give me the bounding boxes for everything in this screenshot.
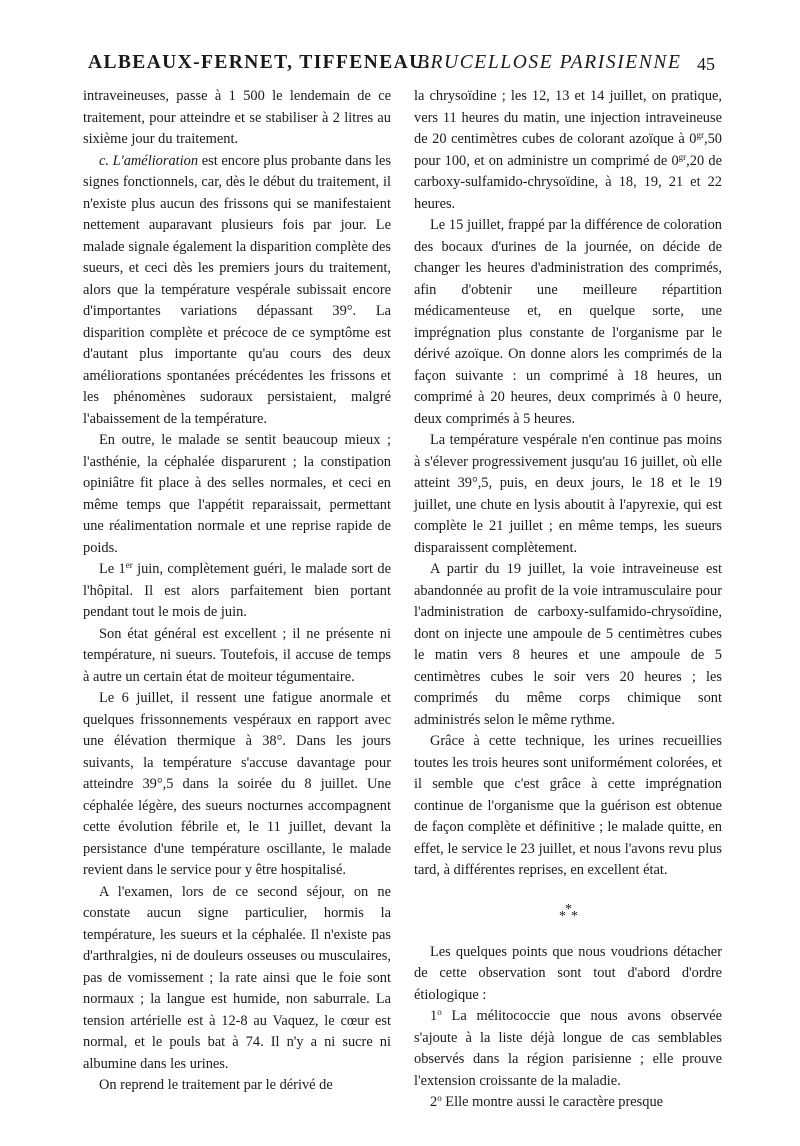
paragraph: Grâce à cette technique, les urines recueillies toutes les trois heures sont uniformément colorées, et il semble que c'est grâce à cette imprégnation continue de l'organisme que la guérison est obtenue de façon complète et définitive ; le malade quitte, en effet, le service le 23 juillet, et nous l'avons revu plus tard, à différentes reprises, en excellent état. (414, 733, 722, 878)
paragraph: La température vespérale n'en continue pas moins à s'élever progressivement jusqu'au 16 juillet, où elle atteint 39°,5, puis, en deux jours, le 18 et le 19 juillet, une chute en lysis aboutit à l'apyrexie, qui est complète le 21 juillet ; en même temps, les sueurs disparaissent complètement. (414, 432, 722, 556)
paragraph: Les quelques points que nous voudrions détacher de cette observation sont tout d'abord d'ordre étiologique : (414, 943, 722, 1003)
paragraph: intraveineuses, passe à 1 500 le lendemain de ce traitement, pour atteindre et se stabiliser à 2 litres au sixième jour du traitement. (83, 88, 391, 147)
paragraph: On reprend le traitement par le dérivé de (99, 1077, 333, 1093)
paragraph: c. L'amélioration est encore plus probante dans les signes fonctionnels, car, dès le début du traitement, il n'existe plus aucun des frissons qui se manifestaient nettement auparavant plusieurs fois par jour. Le malade signale également la disparition complète des sueurs, et ceci dès les premiers jours du traitement, alors que la température vespérale subissait encore d'importantes variations dépassant 39°. La disparition complète et précoce de ce symptôme est d'autant plus importante qu'au cours des deux améliorations spontanées précédentes les frissons et les phénomènes sudoraux persistaient, malgré l'abaissement de la température. (83, 152, 392, 427)
left-column (83, 86, 391, 1097)
paragraph: la chrysoïdine ; les 12, 13 et 14 juillet, on pratique, vers 11 heures du matin, une injection intraveineuse de 20 centimètres cubes de colorant azoïque à $0^{gr},50$ pour 100, et on administre un comprimé de $0^{gr},20$ de carboxy-sulfamido-chrysoïdine, à 18, 19, 21 et 22 heures. (414, 88, 722, 212)
paragraph: A partir du 19 juillet, la voie intraveineuse est abandonnée au profit de la voie intramusculaire pour l'administration de carboxy-sulfamido-chrysoïdine, dont on injecte une ampoule de 5 centimètres cubes le matin vers 8 heures et une ampoule de 5 centimètres cubes le soir vers 20 heures ; les comprimés du même corps chimique sont administrés selon le même rythme. (414, 561, 722, 728)
page-number: 45 (697, 54, 715, 74)
header-journal-title: BRUCELLOSE PARISIENNE (417, 52, 682, 73)
paragraph: A l'examen, lors de ce second séjour, on ne constate aucun signe particulier, hormis la température, les sueurs et la céphalée. Il n'existe pas d'arthralgies, ni de douleurs osseuses ou musculaires, pas de vomissement ; la rate ainsi que le foie sont normaux ; la langue est humide, non saburrale. La tension artérielle est à 12-8 au Vaquez, le cœur est normal, et le pouls bat à 74. Il n'y a ni sucre ni albumine dans les urines. (83, 883, 391, 1072)
paragraph: Le 6 juillet, il ressent une fatigue anormale et quelques frissonnements vespéraux en rapport avec une élévation thermique à 38°. Dans les jours suivants, la température s'accuse davantage pour atteindre 39°,5 dans la soirée du 8 juillet. Une céphalée légère, des sueurs nocturnes accompagnent cette évolution fébrile et, le 11 juillet, devant la persistance d'une température oscillante, le malade revient dans le service pour y être hospitalisé. (83, 690, 391, 878)
running-header (0, 52, 800, 86)
paragraph: Son état général est excellent ; il ne présente ni température, ni sueurs. Toutefois, il accuse de temps à autre un certain état de moiteur tégumentaire. (83, 625, 391, 685)
right-column (414, 86, 722, 1114)
header-authors: ALBEAUX-FERNET, TIFFENEAU. (88, 52, 431, 73)
paragraph: 1$^o$ La mélitococcie que nous avons observée s'ajoute à la liste déjà longue de cas semblables observés dans la région parisienne ; elle prouve l'extension croissante de la maladie. (414, 1007, 722, 1089)
asterism-separator: * * * (559, 901, 578, 924)
paragraph: 2$^o$ Elle montre aussi le caractère presque (430, 1093, 664, 1110)
paragraph: Le 15 juillet, frappé par la différence de coloration des bocaux d'urines de la journée, on décide de changer les heures d'administration des comprimés, afin d'obtenir une meilleure répartition médicamenteuse et, en quelque sorte, une imprégnation plus constante de l'organisme par le dérivé azoïque. On donne alors les comprimés de la façon suivante : un comprimé à 18 heures, un comprimé à 20 heures, deux comprimés à 0 heure, deux comprimés à 5 heures. (414, 217, 722, 427)
paragraph: En outre, le malade se sentit beaucoup mieux ; l'asthénie, la céphalée disparurent ; la constipation opiniâtre fit place à des selles normales, et ceci en même temps que l'appétit reparaissait, permettant une réalimentation normale et une reprise rapide de poids. (83, 432, 391, 556)
paragraph: Le 1er juin, complètement guéri, le malade sort de l'hôpital. Il est alors parfaitement bien portant pendant tout le mois de juin. (83, 560, 391, 620)
section-lead: c. L'amélioration (99, 152, 199, 169)
